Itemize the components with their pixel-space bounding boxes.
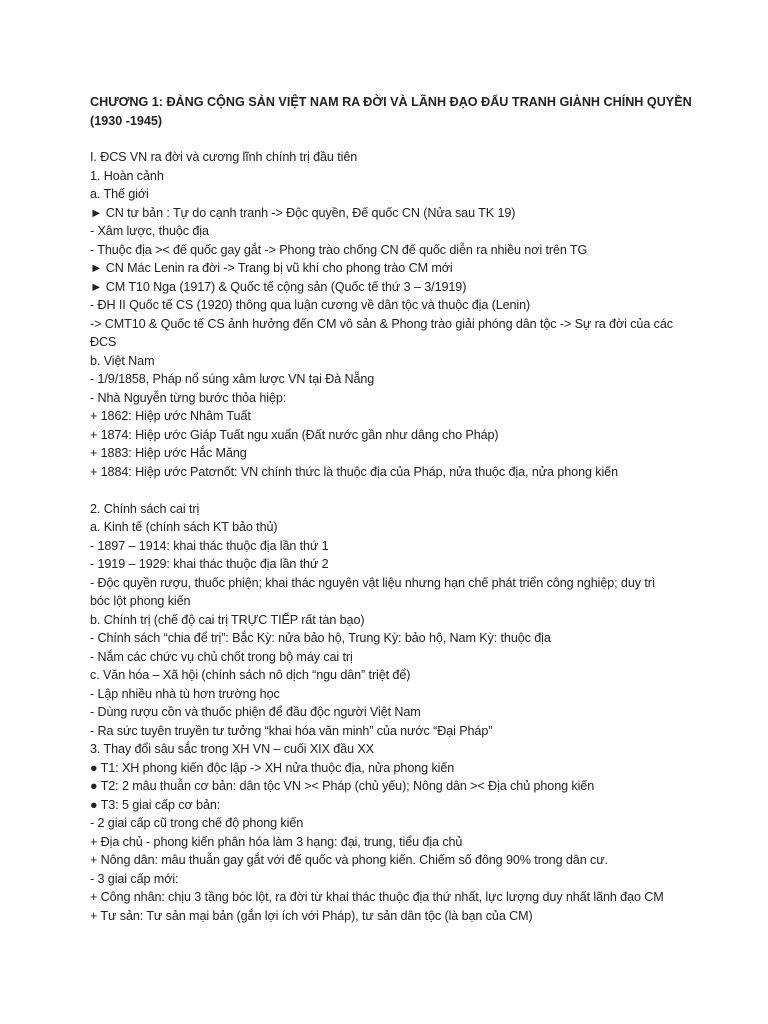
text-line: b. Chính trị (chế độ cai trị TRỰC TIẾP rất tàn bạo) <box>90 612 365 627</box>
text-line: + 1884: Hiệp ước Patơnốt: VN chính thức là thuộc địa của Pháp, nửa thuộc địa, nửa phong kiến <box>90 464 618 479</box>
text-line: - 1/9/1858, Pháp nổ súng xâm lược VN tại Đà Nẵng <box>90 372 375 386</box>
text-line: - Xâm lược, thuộc địa <box>90 224 209 238</box>
chapter-title: CHƯƠNG 1: ĐẢNG CỘNG SẢN VIỆT NAM RA ĐỜI VÀ LÃNH ĐẠO ĐẤU TRANH GIÀNH CHÍNH QUYỀN (1930 -1945) <box>90 95 692 128</box>
text-line: ● T3: 5 giai cấp cơ bản: <box>90 797 221 812</box>
text-line: ● T2: 2 mâu thuẫn cơ bản: dân tộc VN >< Pháp (chủ yếu); Nông dân >< Địa chủ phong kiến <box>90 779 595 793</box>
text-line: - Thuộc địa >< đế quốc gay gắt -> Phong trào chống CN đế quốc diễn ra nhiều nơi trên TG <box>90 242 588 257</box>
text-line: + 1883: Hiệp ước Hắc Măng <box>90 446 247 460</box>
text-line: 1. Hoàn cảnh <box>90 168 164 183</box>
text-line: ► CN tư bản : Tự do cạnh tranh -> Độc quyền, Đế quốc CN (Nửa sau TK 19) <box>90 205 516 220</box>
text-line: + 1862: Hiệp ước Nhâm Tuất <box>90 409 251 423</box>
text-line: - 1919 – 1929: khai thác thuộc địa lần thứ 2 <box>90 557 329 571</box>
text-line: - Dùng rượu cồn và thuốc phiện để đầu độc người Việt Nam <box>90 705 421 719</box>
text-line: + 1874: Hiệp ước Giáp Tuất ngu xuẩn (Đất nước gần như dâng cho Pháp) <box>90 427 499 442</box>
text-line: b. Việt Nam <box>90 353 155 368</box>
text-line: -> CMT10 & Quốc tế CS ảnh hưởng đến CM vô sản & Phong trào giải phóng dân tộc -> Sự ra đời của các <box>90 316 673 331</box>
blank-line <box>90 481 695 500</box>
text-line: + Công nhân: chịu 3 tầng bóc lột, ra đời từ khai thác thuộc địa thứ nhất, lực lượng duy nhất lãnh đạo CM <box>90 890 664 904</box>
text-line: ► CN Mác Lenin ra đời -> Trang bị vũ khí cho phong trào CM mới <box>90 261 453 275</box>
text-line: + Tư sản: Tư sản mại bản (gắn lợi ích với Pháp), tư sản dân tộc (là bạn của CM) <box>90 908 533 923</box>
text-line: - Lập nhiều nhà tù hơn trường học <box>90 686 280 701</box>
text-line: 2. Chính sách cai trị <box>90 501 200 516</box>
text-line: - 1897 – 1914: khai thác thuộc địa lần thứ 1 <box>90 538 329 553</box>
document-page <box>90 93 695 925</box>
text-line: I. ĐCS VN ra đời và cương lĩnh chính trị đầu tiên <box>90 150 358 164</box>
text-line: - Chính sách “chia để trị”: Bắc Kỳ: nửa bảo hộ, Trung Kỳ: bảo hộ, Nam Kỳ: thuộc địa <box>90 631 551 645</box>
document-body <box>90 148 695 925</box>
text-line: 3. Thay đổi sâu sắc trong XH VN – cuối XIX đầu XX <box>90 742 374 756</box>
text-line: - ĐH II Quốc tế CS (1920) thông qua luận cương về dân tộc và thuộc địa (Lenin) <box>90 298 531 312</box>
text-line: - 3 giai cấp mới: <box>90 871 179 886</box>
text-line: ● T1: XH phong kiến độc lập -> XH nửa thuộc địa, nửa phong kiến <box>90 760 455 775</box>
text-line: a. Thế giới <box>90 187 149 201</box>
text-line: - 2 giai cấp cũ trong chế độ phong kiến <box>90 816 304 830</box>
text-line: a. Kinh tế (chính sách KT bảo thủ) <box>90 520 278 534</box>
text-line: bóc lột phong kiến <box>90 594 191 608</box>
text-line: - Nhà Nguyễn từng bước thỏa hiệp: <box>90 390 287 405</box>
text-line: - Ra sức tuyên truyền tư tưởng “khai hóa văn minh” của nước “Đại Pháp” <box>90 723 493 738</box>
text-line: ► CM T10 Nga (1917) & Quốc tế cộng sản (Quốc tế thứ 3 – 3/1919) <box>90 279 467 294</box>
text-line: + Nông dân: mâu thuẫn gay gắt với đế quốc và phong kiến. Chiếm số đông 90% trong dân cư. <box>90 853 608 867</box>
text-line: c. Văn hóa – Xã hội (chính sách nô dịch “ngu dân” triệt để) <box>90 668 411 682</box>
text-line: - Nắm các chức vụ chủ chốt trong bộ máy cai trị <box>90 649 353 664</box>
text-line: + Địa chủ - phong kiến phân hóa làm 3 hạng: đại, trung, tiểu địa chủ <box>90 834 463 849</box>
text-line: ĐCS <box>90 335 117 349</box>
text-line: - Độc quyền rượu, thuốc phiện; khai thác nguyên vật liệu nhưng hạn chế phát triển công nghiệp; duy trì <box>90 575 656 590</box>
